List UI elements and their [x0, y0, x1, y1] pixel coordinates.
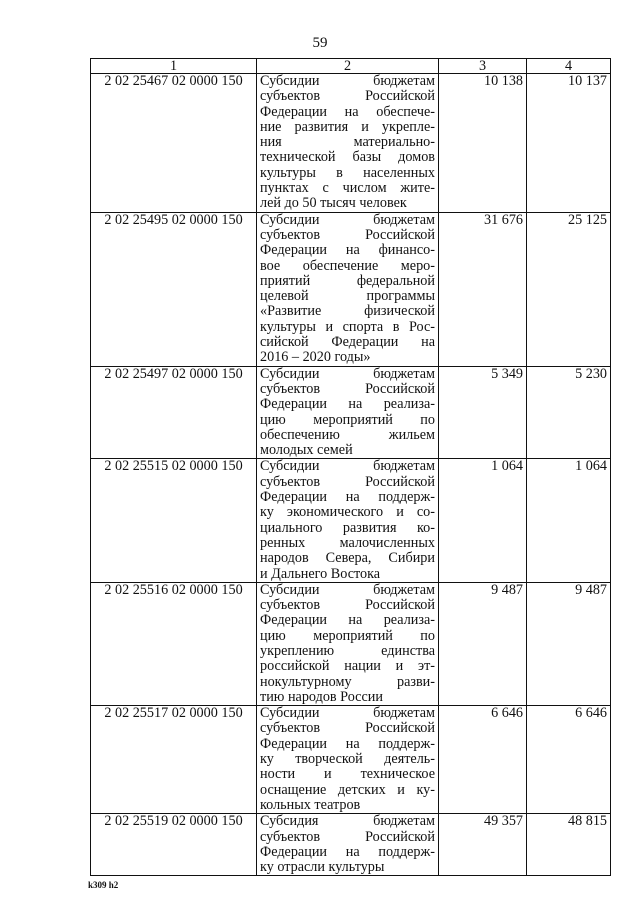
description-line: и Дальнего Востока: [260, 565, 381, 582]
table-body: [91, 74, 611, 876]
budget-code-cell: 2 02 25497 02 0000 150: [91, 366, 257, 459]
description-line: молодых семей: [260, 442, 353, 459]
amount-column-3-cell: 5 349: [439, 366, 527, 459]
description-line: ку экономического и со-: [260, 504, 435, 521]
table-row: [91, 212, 611, 366]
description-cell: [257, 582, 439, 705]
amount-column-3-cell: 31 676: [439, 212, 527, 366]
description-line: вое обеспечение меро-: [260, 257, 435, 274]
description-line: целевой программы: [260, 288, 435, 305]
description-line: ренных малочисленных: [260, 534, 435, 551]
amount-column-4-cell: 25 125: [527, 212, 611, 366]
amount-column-3-cell: 6 646: [439, 706, 527, 814]
description-line: Федерации на реализа-: [260, 612, 435, 629]
description-line: субъектов Российской: [260, 473, 435, 490]
description-line: народов Севера, Сибири: [260, 550, 435, 567]
amount-column-4-cell: 5 230: [527, 366, 611, 459]
description-line: Субсидия бюджетам: [260, 813, 435, 830]
amount-column-4-cell: 6 646: [527, 706, 611, 814]
description-line: субъектов Российской: [260, 597, 435, 614]
description-line: Субсидии бюджетам: [260, 73, 435, 89]
budget-code-cell: 2 02 25467 02 0000 150: [91, 74, 257, 213]
description-line: субъектов Российской: [260, 380, 435, 397]
page-number: 59: [312, 35, 328, 51]
budget-code-cell: 2 02 25495 02 0000 150: [91, 212, 257, 366]
description-line: тию народов России: [260, 688, 383, 705]
budget-code-cell: 2 02 25516 02 0000 150: [91, 582, 257, 705]
budget-code-cell: 2 02 25515 02 0000 150: [91, 459, 257, 582]
description-line: «Развитие физической: [260, 303, 435, 320]
description-line: ния материально-: [260, 134, 435, 151]
description-line: кольных театров: [260, 796, 361, 813]
description-line: оснащение детских и ку-: [260, 781, 435, 798]
description-cell: [257, 212, 439, 366]
amount-column-3-cell: 10 138: [439, 74, 527, 213]
description-line: Федерации на финансо-: [260, 242, 435, 259]
description-line: Федерации на реализа-: [260, 396, 435, 413]
column-header-3: 3: [439, 59, 527, 74]
description-line: ности и техническое: [260, 766, 435, 783]
amount-column-3-cell: 9 487: [439, 582, 527, 705]
description-cell: [257, 814, 439, 876]
table-header-row: [91, 59, 611, 74]
description-line: субъектов Российской: [260, 720, 435, 737]
description-line: циального развития ко-: [260, 519, 435, 536]
description-line: обеспечению жильем: [260, 426, 435, 443]
description-line: Федерации на поддерж-: [260, 735, 435, 752]
footer-code: k309 h2: [88, 880, 119, 890]
amount-column-4-cell: 10 137: [527, 74, 611, 213]
description-cell: [257, 74, 439, 213]
description-line: ку творческой деятель-: [260, 751, 435, 768]
column-header-4: 4: [527, 59, 611, 74]
description-line: субъектов Российской: [260, 88, 435, 105]
description-line: технической базы домов: [260, 149, 435, 166]
description-line: пунктах с числом жите-: [260, 180, 435, 197]
table-row: [91, 459, 611, 582]
description-line: Субсидии бюджетам: [260, 365, 435, 382]
description-line: российской нации и эт-: [260, 658, 435, 675]
description-line: субъектов Российской: [260, 828, 435, 845]
description-line: Субсидии бюджетам: [260, 458, 435, 475]
description-line: субъектов Российской: [260, 226, 435, 243]
column-header-2: 2: [257, 59, 439, 74]
description-line: укреплению единства: [260, 642, 435, 659]
amount-column-3-cell: 49 357: [439, 814, 527, 876]
description-line: культуры и спорта в Рос-: [260, 318, 435, 335]
description-line: Субсидии бюджетам: [260, 705, 435, 722]
description-cell: [257, 706, 439, 814]
description-line: лей до 50 тысяч человек: [260, 195, 407, 212]
table-row: [91, 582, 611, 705]
amount-column-4-cell: 1 064: [527, 459, 611, 582]
description-line: ку отрасли культуры: [260, 859, 385, 876]
description-line: нокультурному разви-: [260, 673, 435, 690]
description-line: цию мероприятий по: [260, 627, 435, 644]
description-line: приятий федеральной: [260, 272, 435, 289]
amount-column-3-cell: 1 064: [439, 459, 527, 582]
amount-column-4-cell: 48 815: [527, 814, 611, 876]
description-cell: [257, 366, 439, 459]
amount-column-4-cell: 9 487: [527, 582, 611, 705]
table-row: [91, 814, 611, 876]
budget-code-cell: 2 02 25517 02 0000 150: [91, 706, 257, 814]
description-line: 2016 – 2020 годы»: [260, 349, 371, 366]
description-cell: [257, 459, 439, 582]
description-line: культуры в населенных: [260, 164, 435, 181]
table-row: [91, 366, 611, 459]
description-line: Федерации на обеспече-: [260, 103, 435, 120]
table-row: [91, 74, 611, 213]
description-line: Федерации на поддерж-: [260, 489, 435, 506]
description-line: Субсидии бюджетам: [260, 211, 435, 228]
column-header-1: 1: [91, 59, 257, 74]
table-row: [91, 706, 611, 814]
budget-table: [90, 58, 611, 876]
description-line: ние развития и укрепле-: [260, 118, 435, 135]
description-line: Субсидии бюджетам: [260, 581, 435, 598]
budget-code-cell: 2 02 25519 02 0000 150: [91, 814, 257, 876]
description-line: цию мероприятий по: [260, 411, 435, 428]
description-line: Федерации на поддерж-: [260, 843, 435, 860]
description-line: сийской Федерации на: [260, 334, 435, 351]
